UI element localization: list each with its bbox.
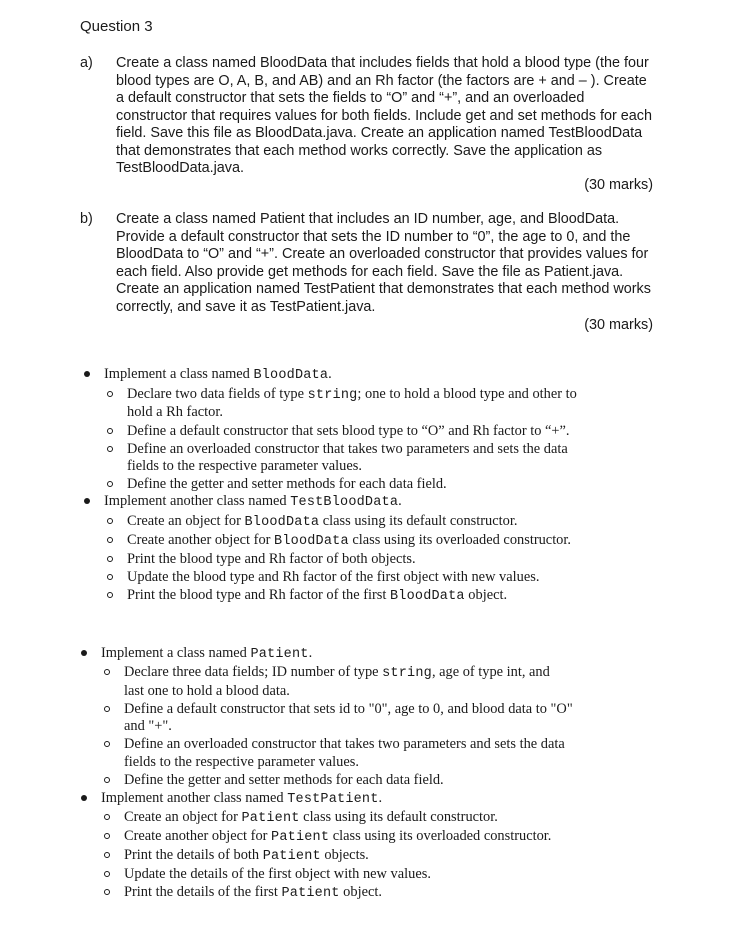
patient-create-default: Create an object for Patient class using its default constructor.	[124, 809, 498, 826]
patient-impl-test-class: Implement another class named TestPatient.	[101, 790, 383, 807]
blood-print-first: Print the blood type and Rh factor of the first BloodData object.	[127, 587, 508, 604]
circle-bullet-icon	[104, 814, 110, 820]
part-a-marks: (30 marks)	[584, 177, 653, 193]
circle-bullet-icon	[107, 537, 113, 543]
patient-print-both: Print the details of both Patient objects.	[124, 847, 369, 864]
bullet-icon	[84, 498, 90, 504]
bullet-icon	[84, 371, 90, 377]
blood-default-ctor: Define a default constructor that sets blood type to “O” and Rh factor to “+”.	[127, 423, 570, 439]
circle-bullet-icon	[104, 741, 110, 747]
blood-impl-test-class: Implement another class named TestBloodData.	[104, 493, 402, 510]
circle-bullet-icon	[104, 777, 110, 783]
patient-default-ctor-cont: and "+".	[124, 718, 172, 734]
blood-overloaded-ctor: Define an overloaded constructor that takes two parameters and sets the data	[127, 441, 568, 457]
blood-print-both: Print the blood type and Rh factor of both objects.	[127, 551, 416, 567]
circle-bullet-icon	[104, 871, 110, 877]
patient-overloaded-ctor: Define an overloaded constructor that takes two parameters and sets the data	[124, 736, 565, 752]
blood-create-overloaded: Create another object for BloodData class using its overloaded constructor.	[127, 532, 571, 549]
patient-declare-fields-cont: last one to hold a blood data.	[124, 683, 290, 699]
part-b-text: Create a class named Patient that includes an ID number, age, and BloodData. Provide a default constructor that sets the ID number to “0”, the age to 0, and the BloodData to “O” and “+”. Create an overloaded constructor that provides values for each field. Also provide get methods for each field. Save the file as Patient.java. Create an application named TestPatient that demonstrates that each method works correctly, and save it as TestPatient.java.	[116, 211, 651, 315]
question-title: Question 3	[80, 18, 153, 35]
circle-bullet-icon	[107, 481, 113, 487]
circle-bullet-icon	[107, 428, 113, 434]
blood-create-default: Create an object for BloodData class using its default constructor.	[127, 513, 518, 530]
part-b-label: b)	[80, 211, 93, 227]
blood-getters-setters: Define the getter and setter methods for each data field.	[127, 476, 447, 492]
bullet-icon	[81, 795, 87, 801]
circle-bullet-icon	[104, 833, 110, 839]
patient-update: Update the details of the first object with new values.	[124, 866, 431, 882]
circle-bullet-icon	[107, 391, 113, 397]
circle-bullet-icon	[107, 518, 113, 524]
patient-declare-fields: Declare three data fields; ID number of type string, age of type int, and	[124, 664, 550, 681]
blood-declare-fields-cont: hold a Rh factor.	[127, 404, 223, 420]
patient-default-ctor: Define a default constructor that sets id to "0", age to 0, and blood data to "O"	[124, 701, 573, 717]
circle-bullet-icon	[104, 669, 110, 675]
circle-bullet-icon	[107, 446, 113, 452]
patient-getters-setters: Define the getter and setter methods for each data field.	[124, 772, 444, 788]
part-b-marks: (30 marks)	[584, 317, 653, 333]
blood-overloaded-ctor-cont: fields to the respective parameter values.	[127, 458, 362, 474]
blood-impl-class: Implement a class named BloodData.	[104, 366, 332, 383]
circle-bullet-icon	[107, 592, 113, 598]
patient-overloaded-ctor-cont: fields to the respective parameter values.	[124, 754, 359, 770]
patient-print-first: Print the details of the first Patient object.	[124, 884, 382, 901]
patient-impl-class: Implement a class named Patient.	[101, 645, 313, 662]
blood-declare-fields: Declare two data fields of type string; one to hold a blood type and other to	[127, 386, 577, 403]
part-a-label: a)	[80, 55, 93, 71]
circle-bullet-icon	[107, 556, 113, 562]
circle-bullet-icon	[104, 852, 110, 858]
bullet-icon	[81, 650, 87, 656]
blood-update: Update the blood type and Rh factor of the first object with new values.	[127, 569, 540, 585]
patient-create-overloaded: Create another object for Patient class using its overloaded constructor.	[124, 828, 552, 845]
circle-bullet-icon	[104, 889, 110, 895]
part-a-text: Create a class named BloodData that includes fields that hold a blood type (the four blood types are O, A, B, and AB) and an Rh factor (the factors are + and – ). Create a default constructor that sets the fields to “O” and “+”, and an overloaded constructor that requires values for both fields. Include get and set methods for each field. Save this file as BloodData.java. Create an application named TestBloodData that demonstrates that each method works correctly. Save the application as TestBloodData.java.	[116, 55, 652, 176]
circle-bullet-icon	[104, 706, 110, 712]
circle-bullet-icon	[107, 574, 113, 580]
